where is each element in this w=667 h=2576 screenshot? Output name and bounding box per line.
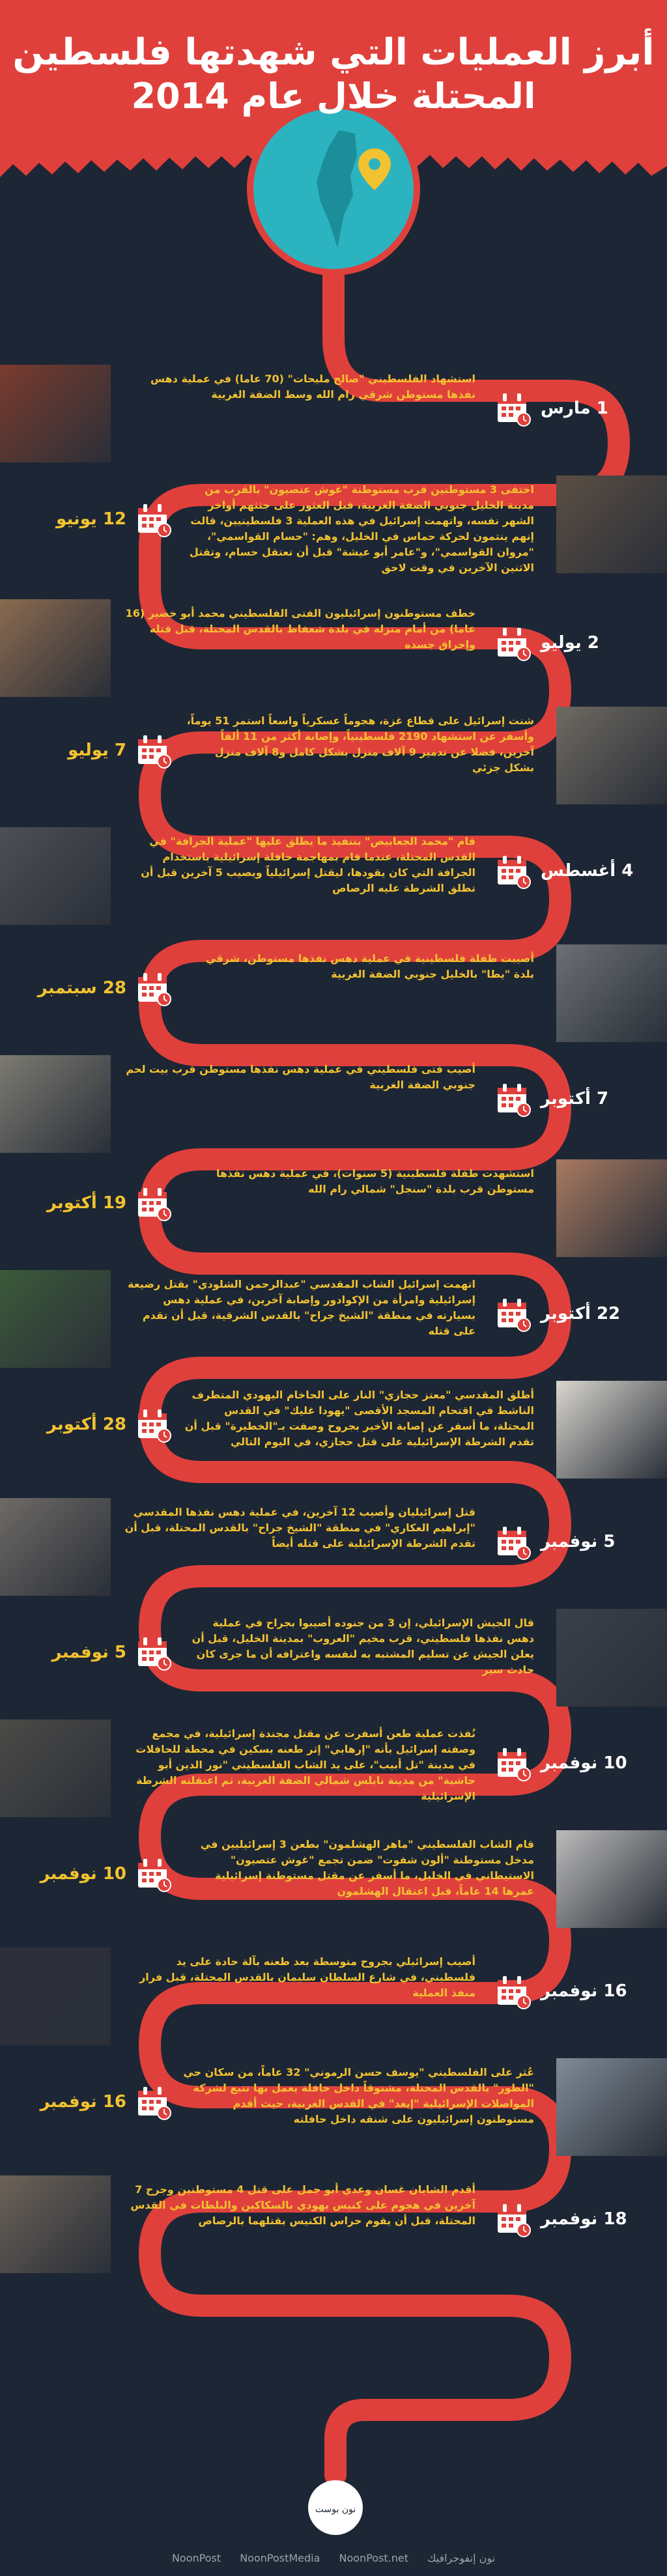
calendar-icon xyxy=(495,1746,532,1782)
calendar-icon xyxy=(495,1974,532,2010)
event-photo xyxy=(556,1830,667,1928)
event-description: أصيبت طفلة فلسطينية في عملية دهس نفذها مستوطن، شرقي بلدة "يطا" بالخليل جنوبي الضفة الغربية xyxy=(205,952,534,980)
calendar-icon xyxy=(495,2201,532,2238)
event-description: شنت إسرائيل على قطاع غزة، هجوماً عسكرياً واسعاً استمر 51 يوماً، وأسفر عن استشهاد 2190 فلسطينياً، وإصابة أكثر من 11 ألفاً آخرين، فضلا عن تدمير 9 آلاف منزل بشكل كامل و8 آلاف منزل بشكل جزئي xyxy=(186,715,534,774)
event-date: 4 أغسطس xyxy=(541,861,634,881)
event-photo xyxy=(0,827,111,925)
event-description: استشهاد الفلسطيني "صالح مليحات" (70 عاما) في عملية دهس نفذها مستوطن شرقي رام الله وسط الضفة الغربية xyxy=(150,373,475,401)
event-date: 12 يونيو xyxy=(56,509,126,529)
calendar-icon xyxy=(135,2084,172,2121)
event-date: 1 مارس xyxy=(541,399,608,418)
event-description: أقدم الشابان غسان وعدي أبو جمل على قتل 4 مستوطنين وجرح 7 آخرين في هجوم على كنيس يهودي بالسكاكين والبلطات في القدس المحتلة، قبل أن يقوم حراس الكنيس بقتلهما بالرصاص xyxy=(130,2183,475,2227)
event-photo xyxy=(556,707,667,804)
event-description: استشهدت طفلة فلسطينية (5 سنوات)، في عملية دهس نفذها مستوطن قرب بلدة "سنجل" شمالي رام الله xyxy=(216,1167,534,1195)
event-date: 18 نوفمبر xyxy=(541,2209,627,2229)
footer-infographic-label: نون إنفوجرافيك xyxy=(427,2552,496,2564)
event-description: أصيب فتى فلسطيني في عملية دهس نفذها مستوطن قرب بيت لحم جنوبي الضفة الغربية xyxy=(126,1063,475,1091)
event-photo xyxy=(0,1055,111,1153)
event-photo xyxy=(0,1720,111,1817)
page-title-line-1: أبرز العمليات التي شهدتها فلسطين xyxy=(12,31,655,74)
event-description: قال الجيش الإسرائيلي، إن 3 من جنوده أصيبوا بجراح في عملية دهس نفذها فلسطيني، قرب مخيم "العروب" بمدينة الخليل، قبل أن يعلن الجيش عن تسليم المشتبه به لنفسه واعترافه أن ما جرى كان حادث سير xyxy=(192,1617,534,1676)
calendar-icon xyxy=(495,853,532,890)
event-photo xyxy=(0,1270,111,1368)
noon-post-logo xyxy=(306,2478,365,2537)
calendar-icon xyxy=(135,970,172,1007)
footer-twitter-handle[interactable]: NoonPost xyxy=(171,2552,221,2564)
calendar-icon xyxy=(135,1407,172,1443)
event-photo xyxy=(0,599,111,697)
event-description: أطلق المقدسي "معتز حجازي" النار على الحاخام اليهودي المتطرف الناشط في اقتحام المسجد الأقصى "يهودا غليك" في القدس المحتلة، ما أسفر عن إصابة الأخير بجروح وصفت بـ"الخطيرة" قبل أن تقدم الشرطة الإسرائيلية على قتل حجازي، في اليوم التالي xyxy=(184,1389,534,1448)
event-photo xyxy=(0,2175,111,2273)
calendar-icon xyxy=(135,733,172,769)
svg-text:نون بوست: نون بوست xyxy=(315,2504,356,2515)
footer-facebook-handle[interactable]: NoonPostMedia xyxy=(240,2552,320,2564)
event-photo xyxy=(0,365,111,462)
event-photo xyxy=(556,2058,667,2156)
calendar-icon xyxy=(495,625,532,662)
event-photo xyxy=(556,1381,667,1479)
footer-website[interactable]: NoonPost.net xyxy=(339,2552,409,2564)
event-date: 19 أكتوبر xyxy=(46,1193,126,1213)
event-description: قتل إسرائيليان وأصيب 12 آخرين، في عملية دهس نفذها المقدسي "إبراهيم العكاري" في منطقة "الشيخ جراح" بالقدس المحتلة، قبل أن تقدم الشرطة الإسرائيلية على قتله أيضاً xyxy=(124,1506,475,1550)
event-date: 5 نوفمبر xyxy=(541,1532,616,1551)
event-photo xyxy=(556,944,667,1042)
event-date: 5 نوفمبر xyxy=(51,1643,126,1662)
event-date: 10 نوفمبر xyxy=(541,1753,627,1773)
event-description: عُثر على الفلسطيني "يوسف حسن الرموني" 32 عاماً، من سكان حي "الطور" بالقدس المحتلة، مشنوقاً داخل حافلة يعمل بها تتبع لشركة المواصلات الإسرائيلية "إيغد" في القدس الغربية، حيث أقدم مستوطنون إسرائيليون على شنقه داخل حافلته xyxy=(183,2066,534,2125)
event-date: 10 نوفمبر xyxy=(40,1864,126,1884)
calendar-icon xyxy=(495,1081,532,1118)
event-description: اتهمت إسرائيل الشاب المقدسي "عبدالرحمن الشلودي" بقتل رضيعة إسرائيلية وامرأة من الإكوادور وإصابة آخرين، في عملية دهس بسيارته في منطقة "الشيخ جراح" بالقدس الشرقية، قبل أن تقدم على قتله xyxy=(128,1278,475,1337)
footer-links xyxy=(0,2552,667,2564)
event-date: 28 أكتوبر xyxy=(46,1415,126,1434)
event-date: 7 أكتوبر xyxy=(541,1089,609,1109)
event-date: 16 نوفمبر xyxy=(541,1981,627,2001)
calendar-icon xyxy=(495,1524,532,1561)
page-title-line-2: المحتلة خلال عام 2014 xyxy=(131,76,536,117)
event-description: اختفى 3 مستوطنين قرب مستوطنة "غوش عتصيون" بالقرب من مدينة الخليل جنوبي الضفة الغربية، قبل العثور على جثثهم أواخر الشهر نفسه، واتهمت إسرائيل في هذه العملية 3 فلسطينيين، قالت إنهم ينتمون لحركة حماس في الخليل، وهم: "حسام القواسمي"، "مروان القواسمي"، و"عامر أبو عيشة" قبل أن تعتقل حسام، وتقتل الاثنين الآخرين في وقت لاحق xyxy=(189,483,534,574)
calendar-icon xyxy=(495,1296,532,1333)
event-date: 16 نوفمبر xyxy=(40,2092,126,2112)
calendar-icon xyxy=(135,1185,172,1222)
event-photo xyxy=(556,1159,667,1257)
event-photo xyxy=(556,475,667,573)
calendar-icon xyxy=(495,391,532,427)
calendar-icon xyxy=(135,1856,172,1893)
event-date: 2 يوليو xyxy=(541,633,599,653)
event-description: أصيب إسرائيلي بجروح متوسطة بعد طعنه بآلة حادة على يد فلسطيني، في شارع السلطان سليمان بالقدس المحتلة، قبل فرار منفذ العملية xyxy=(139,1955,475,1999)
event-description: قام "محمد الجعابيص" بتنفيذ ما يطلق عليها "عملية الجرافة" في القدس المحتلة، عندما قام بمهاجمة حافلة إسرائيلية باستخدام الجرافة التي كان يقودها، ليقتل إسرائيلياً ويصيب 5 آخرين قبل أن تطلق الشرطة عليه الرصاص xyxy=(141,835,475,894)
event-photo xyxy=(556,1609,667,1706)
event-date: 7 يوليو xyxy=(68,741,126,760)
calendar-icon xyxy=(135,502,172,538)
event-description: خطف مستوطنون إسرائيليون الفتى الفلسطيني محمد أبو خضير (16 عاما) من أمام منزله في بلدة شعفاط بالقدس المحتلة، قبل قتله وإحراق جسده xyxy=(125,607,475,651)
event-photo xyxy=(0,1498,111,1596)
event-description: نُفذت عملية طعن أسفرت عن مقتل مجندة إسرائيلية، في مجمع وصفته إسرائيل بأنه "إرهابي" إثر طعنه بسكين في محطة للحافلات في مدينة "تل أبيب"، على يد الشاب الفلسطيني "نور الدين أبو حاشية" من مدينة نابلس شمالي الضفة الغربية، ثم اعتقلته الشرطة الإسرائيلية xyxy=(135,1727,475,1802)
event-description: قام الشاب الفلسطيني "ماهر الهشلمون" بطعن 3 إسرائيليين في مدخل مستوطنة "ألون شفوت" ضمن تجمع "غوش عتصيون" الاستيطاني في الخليل، ما أسفر عن مقتل مستوطنة إسرائيلية عمرها 14 عاماً، قبل اعتقال الهشلمون xyxy=(200,1838,534,1897)
event-photo xyxy=(0,1947,111,2045)
event-date: 22 أكتوبر xyxy=(541,1304,621,1323)
event-date: 28 سبتمبر xyxy=(37,978,126,998)
calendar-icon xyxy=(135,1635,172,1671)
